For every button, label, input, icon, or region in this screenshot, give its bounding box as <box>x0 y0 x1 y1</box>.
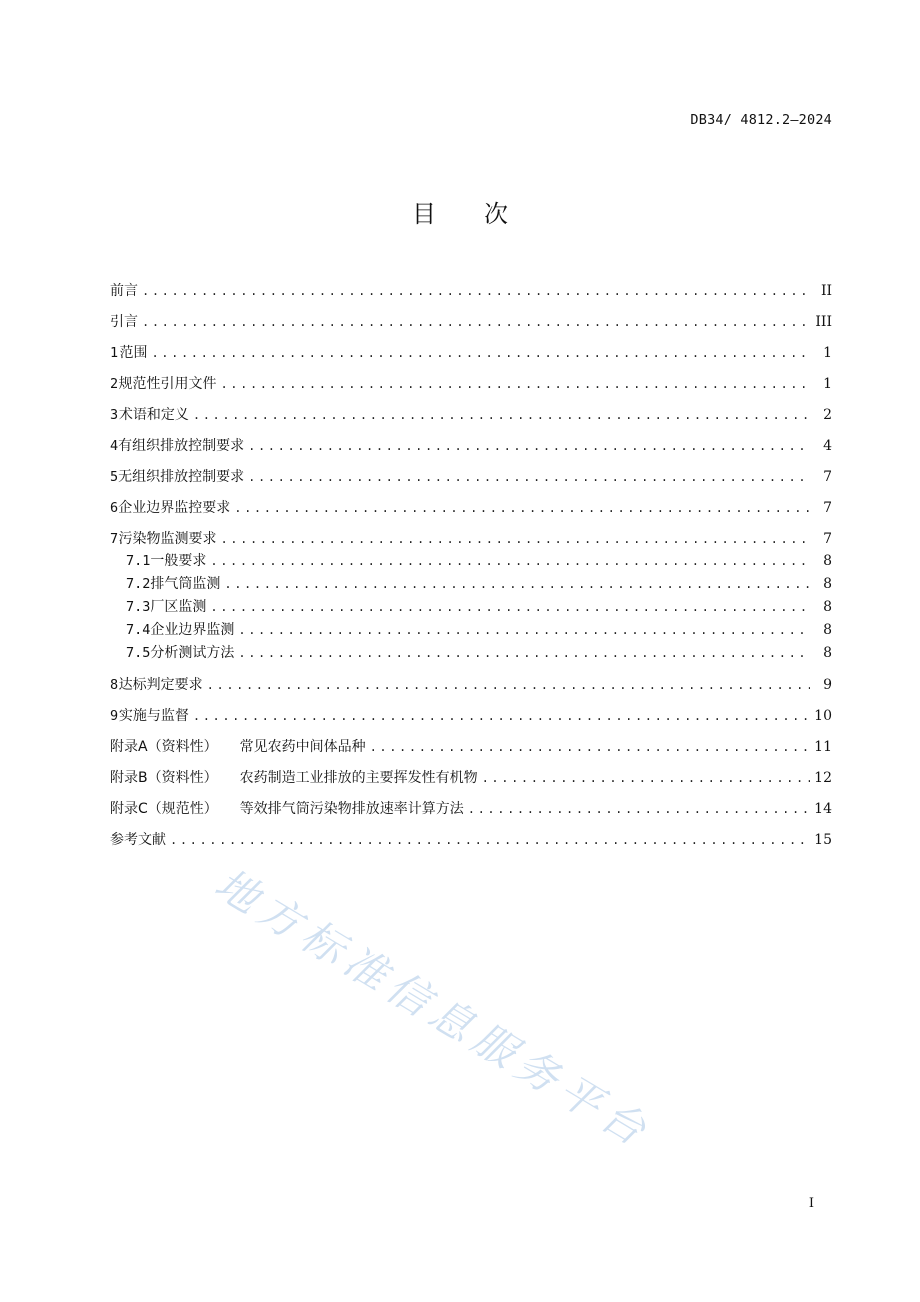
toc-entry-7-4[interactable] <box>110 619 832 642</box>
toc-entry-label: 排气筒监测 <box>150 576 221 592</box>
toc-entry-label: 企业边界监测 <box>150 622 235 638</box>
toc-leader-dots <box>193 402 810 428</box>
appendix-title: 等效排气筒污染物排放速率计算方法 <box>239 801 464 817</box>
watermark: 地方标准信息服务平台 <box>206 858 661 1159</box>
toc-title: 目次 <box>412 200 556 228</box>
toc-entry-6[interactable] <box>110 495 832 526</box>
toc-entry-appendix-b[interactable] <box>110 765 832 796</box>
toc-entry-page: III <box>815 314 832 330</box>
appendix-tag: 附录A（资料性） <box>110 739 218 755</box>
toc-leader-dots <box>170 827 810 853</box>
toc-entry-page: 9 <box>823 677 832 693</box>
toc-entry-number: 7.4 <box>126 622 151 638</box>
toc-entry-page: 4 <box>823 438 832 454</box>
toc-entry-page: 7 <box>823 469 832 485</box>
toc-entry-label: 无组织排放控制要求 <box>118 469 245 485</box>
toc-entry-3[interactable] <box>110 402 832 433</box>
toc-leader-dots <box>248 433 810 459</box>
toc-leader-dots <box>210 550 810 573</box>
toc-entry-label <box>110 765 478 791</box>
toc-entry-number: 8 <box>110 677 119 693</box>
appendix-title: 农药制造工业排放的主要挥发性有机物 <box>239 770 478 786</box>
toc-entry-page: II <box>820 283 832 299</box>
toc-leader-dots <box>238 619 810 642</box>
toc-entry-number: 4 <box>110 438 119 454</box>
document-code: DB34/ 4812.2—2024 <box>690 112 832 128</box>
toc-entry-page: 2 <box>823 407 832 423</box>
toc-entry-number: 7.2 <box>126 576 151 592</box>
toc-entry-label: 一般要求 <box>150 553 207 569</box>
toc-entry-1[interactable] <box>110 340 832 371</box>
toc-entry-label: 参考文献 <box>110 832 166 848</box>
toc-entry-number: 7.5 <box>126 645 151 661</box>
toc-entry-label: 污染物监测要求 <box>118 531 217 547</box>
table-of-contents <box>110 278 832 858</box>
toc-entry-5[interactable] <box>110 464 832 495</box>
toc-entry-8[interactable] <box>110 672 832 703</box>
toc-entry-number: 3 <box>110 407 119 423</box>
toc-entry-7-3[interactable] <box>110 596 832 619</box>
toc-entry-label <box>110 734 366 760</box>
toc-leader-dots <box>468 796 810 822</box>
toc-entry-label: 前言 <box>110 283 138 299</box>
toc-entry-page: 8 <box>823 576 832 592</box>
toc-entry-page: 1 <box>823 345 832 361</box>
toc-entry-appendix-c[interactable] <box>110 796 832 827</box>
toc-entry-page: 11 <box>814 739 832 755</box>
toc-entry-number: 7 <box>110 531 119 547</box>
toc-entry-number: 1 <box>110 345 119 361</box>
toc-entry-number: 7.3 <box>126 599 151 615</box>
appendix-tag: 附录C（规范性） <box>110 801 218 817</box>
toc-leader-dots <box>210 596 810 619</box>
toc-entry-label: 实施与监督 <box>118 708 189 724</box>
toc-entry-page: 8 <box>823 599 832 615</box>
toc-entry-page: 8 <box>823 645 832 661</box>
toc-leader-dots <box>370 734 810 760</box>
toc-entry-number: 5 <box>110 469 119 485</box>
toc-entry-7-2[interactable] <box>110 573 832 596</box>
toc-entry-number: 9 <box>110 708 119 724</box>
page-number: I <box>808 1196 814 1211</box>
toc-leader-dots <box>482 765 810 791</box>
toc-entry-page: 15 <box>814 832 832 848</box>
toc-entry-page: 1 <box>823 376 832 392</box>
toc-entry-page: 14 <box>814 801 832 817</box>
toc-entry-7-5[interactable] <box>110 642 832 672</box>
toc-entry-page: 7 <box>823 500 832 516</box>
toc-entry-references[interactable] <box>110 827 832 858</box>
toc-entry-page: 10 <box>814 708 832 724</box>
appendix-title: 常见农药中间体品种 <box>239 739 366 755</box>
toc-entry-page: 7 <box>823 531 832 547</box>
toc-leader-dots <box>220 371 810 397</box>
toc-entry-2[interactable] <box>110 371 832 402</box>
toc-entry-page: 12 <box>814 770 832 786</box>
toc-entry-9[interactable] <box>110 703 832 734</box>
toc-entry-label: 引言 <box>110 314 138 330</box>
toc-entry-appendix-a[interactable] <box>110 734 832 765</box>
toc-entry-label <box>110 796 464 822</box>
appendix-tag: 附录B（资料性） <box>110 770 218 786</box>
toc-entry-page: 8 <box>823 622 832 638</box>
toc-entry-page: 8 <box>823 553 832 569</box>
toc-entry-label: 达标判定要求 <box>118 677 203 693</box>
toc-leader-dots <box>193 703 810 729</box>
toc-leader-dots <box>238 642 810 665</box>
toc-entry-7-1[interactable] <box>110 550 832 573</box>
toc-leader-dots <box>142 278 810 304</box>
toc-entry-4[interactable] <box>110 433 832 464</box>
toc-entry-label: 规范性引用文件 <box>118 376 217 392</box>
toc-entry-label: 厂区监测 <box>150 599 207 615</box>
toc-leader-dots <box>151 340 810 366</box>
toc-leader-dots <box>220 526 810 552</box>
toc-leader-dots <box>234 495 810 521</box>
toc-entry-number: 6 <box>110 500 119 516</box>
toc-entry-7[interactable] <box>110 526 832 550</box>
toc-entry-introduction[interactable] <box>110 309 832 340</box>
toc-leader-dots <box>207 672 810 698</box>
toc-entry-number: 7.1 <box>126 553 151 569</box>
toc-entry-label: 术语和定义 <box>118 407 189 423</box>
toc-entry-label: 分析测试方法 <box>150 645 235 661</box>
toc-entry-number: 2 <box>110 376 119 392</box>
toc-entry-label: 有组织排放控制要求 <box>118 438 245 454</box>
toc-leader-dots <box>248 464 810 490</box>
toc-entry-label: 企业边界监控要求 <box>118 500 231 516</box>
toc-entry-label: 范围 <box>119 345 148 361</box>
toc-leader-dots <box>142 309 810 335</box>
toc-entry-foreword[interactable] <box>110 278 832 309</box>
toc-leader-dots <box>224 573 810 596</box>
